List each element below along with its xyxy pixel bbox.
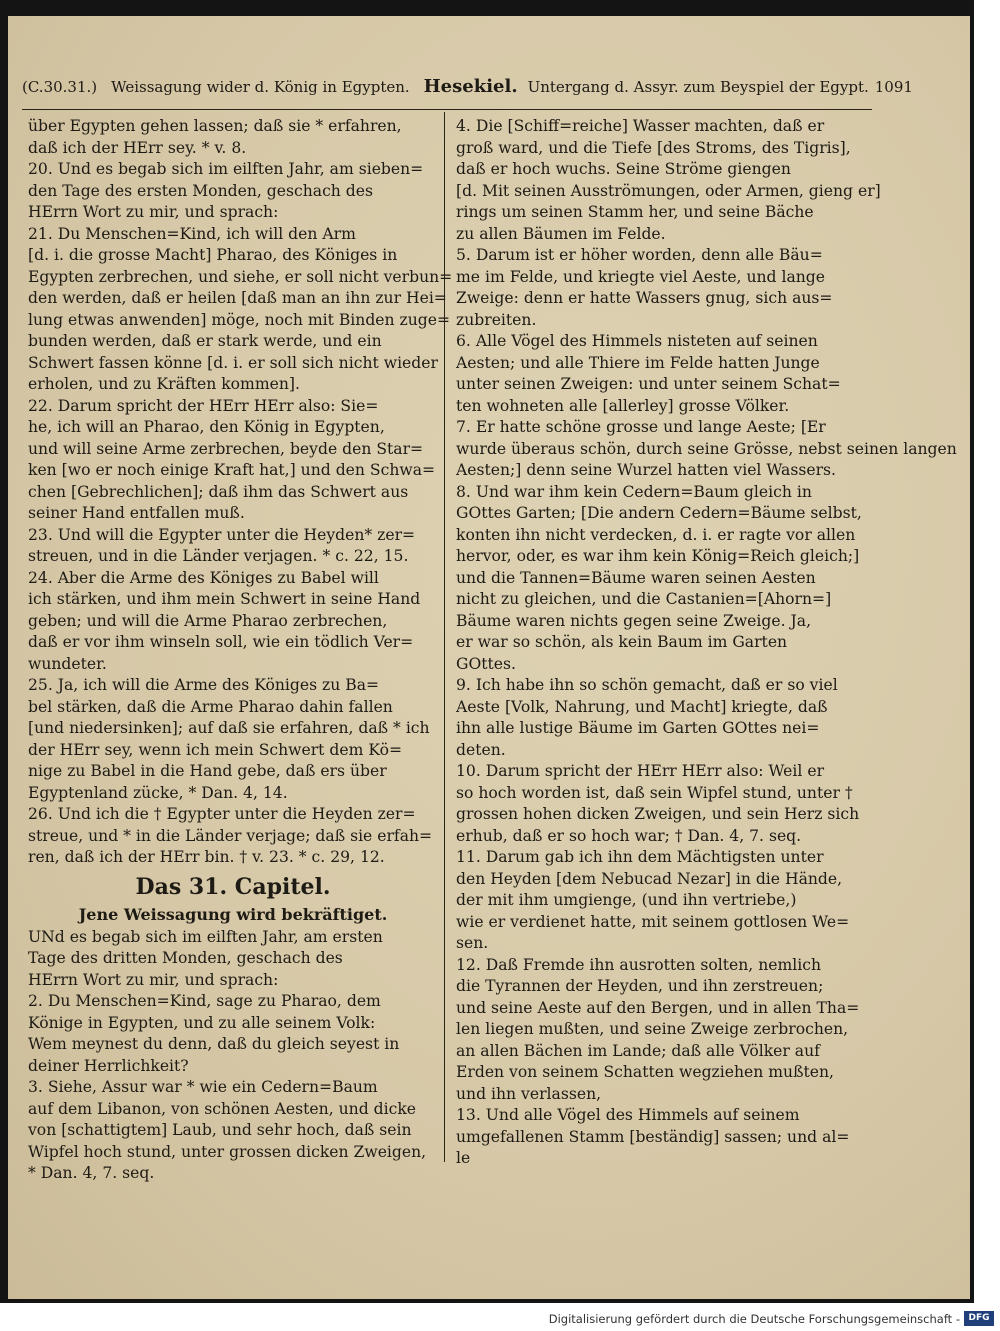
text-line: Bäume waren nichts gegen seine Zweige. Ja, [456, 611, 812, 630]
text-line: Schwert fassen könne [d. i. er soll sich nicht wieder [28, 353, 438, 372]
footer-funding-text: Digitalisierung gefördert durch die Deutsche Forschungsgemeinschaft - [548, 1312, 960, 1326]
text-line: 23. Und will die Egypter unter die Heyden* zer= [28, 525, 416, 544]
text-line: nicht zu gleichen, und die Castanien=[Ahorn=] [456, 590, 832, 608]
text-line: groß ward, und die Tiefe [des Stroms, des Tigris], [456, 138, 851, 157]
text-line: erhub, daß er so hoch war; † Dan. 4, 7. seq. [456, 826, 802, 845]
text-line: Aesten;] denn seine Wurzel hatten viel Wassers. [456, 461, 836, 479]
text-line: erholen, und zu Kräften kommen]. [28, 375, 300, 393]
text-line: von [schattigtem] Laub, und sehr hoch, daß sein [28, 1121, 412, 1139]
text-line: daß er vor ihm winseln soll, wie ein tödlich Ver= [28, 633, 414, 651]
text-line: 22. Darum spricht der HErr HErr also: Sie= [28, 396, 379, 415]
text-line: auf dem Libanon, von schönen Aesten, und dicke [28, 1099, 417, 1118]
text-line: 20. Und es begab sich im eilften Jahr, am sieben= [28, 160, 424, 178]
book-page [8, 16, 970, 1299]
text-line: 12. Daß Fremde ihn ausrotten solten, nemlich [456, 955, 821, 974]
text-line: wundeter. [28, 654, 107, 673]
text-line: Wem meynest du denn, daß du gleich seyest in [28, 1035, 400, 1053]
header-left-title: Weissagung wider d. König in Egypten. [111, 78, 410, 96]
text-line: bel stärken, daß die Arme Pharao dahin fallen [28, 697, 393, 716]
text-line: den Heyden [dem Nebucad Nezar] in die Hände, [456, 869, 843, 888]
text-line: [und niedersinken]; auf daß sie erfahren, daß * ich [28, 719, 430, 737]
text-line: nige zu Babel in die Hand gebe, daß ers über [28, 762, 387, 780]
text-line: er war so schön, als kein Baum im Garten [456, 633, 788, 651]
text-line: HErrn Wort zu mir, und sprach: [28, 203, 279, 221]
text-line: [d. Mit seinen Ausströmungen, oder Armen, gieng er] [456, 181, 881, 200]
text-line: unter seinen Zweigen: und unter seinem Schat= [456, 375, 841, 393]
text-line: und seine Aeste auf den Bergen, und in allen Tha= [456, 998, 860, 1017]
text-line: wie er verdienet hatte, mit seinem gottlosen We= [456, 912, 850, 931]
text-line: streue, und * in die Länder verjage; daß sie erfah= [28, 826, 433, 845]
text-line: 26. Und ich die † Egypter unter die Heyden zer= [28, 805, 416, 823]
text-line: GOttes. [456, 654, 516, 673]
text-line: 8. Und war ihm kein Cedern=Baum gleich in [456, 482, 812, 501]
text-line: ten wohneten alle [allerley] grosse Völker. [456, 396, 790, 415]
text-line: Aeste [Volk, Nahrung, und Macht] kriegte, daß [456, 697, 828, 716]
text-line: ken [wo er noch einige Kraft hat,] und den Schwa= [28, 461, 436, 479]
text-line: ren, daß ich der HErr bin. † v. 23. * c. 29, 12. [28, 848, 385, 866]
header-rule [22, 109, 872, 110]
text-line: * Dan. 4, 7. seq. [28, 1164, 155, 1182]
text-line: Erden von seinem Schatten wegziehen mußten, [456, 1063, 834, 1081]
text-line: me im Felde, und kriegte viel Aeste, und lange [456, 267, 826, 286]
header-right-title: Untergang d. Assyr. zum Beyspiel der Egypt. [527, 78, 869, 96]
text-line: den werden, daß er heilen [daß man an ihn zur Hei= [28, 289, 447, 307]
text-line: konten ihn nicht verdecken, d. i. er ragte vor allen [456, 525, 856, 544]
text-line: sen. [456, 934, 489, 952]
running-header [22, 76, 913, 104]
right-column-lines [456, 116, 957, 1170]
text-line: 3. Siehe, Assur war * wie ein Cedern=Baum [28, 1078, 378, 1096]
text-line: he, ich will an Pharao, den König in Egypten, [28, 418, 385, 436]
text-line: 21. Du Menschen=Kind, ich will den Arm [28, 224, 356, 243]
text-line: 7. Er hatte schöne grosse und lange Aeste; [Er [456, 418, 826, 436]
text-line: seiner Hand entfallen muß. [28, 504, 245, 522]
page-number: 1091 [874, 78, 913, 96]
text-line: 9. Ich habe ihn so schön gemacht, daß er so viel [456, 676, 838, 694]
text-line: geben; und will die Arme Pharao zerbrechen, [28, 611, 388, 630]
footer [0, 1310, 1000, 1328]
text-line: 10. Darum spricht der HErr HErr also: Weil er [456, 762, 825, 780]
text-line: bunden werden, daß er stark werde, und ein [28, 332, 382, 350]
text-line: Egyptenland zücke, * Dan. 4, 14. [28, 783, 288, 802]
text-line: GOttes Garten; [Die andern Cedern=Bäume selbst, [456, 504, 862, 522]
text-line: UNd es begab sich im eilften Jahr, am ersten [28, 927, 383, 946]
dfg-logo: DFG [964, 1311, 994, 1326]
text-line: und die Tannen=Bäume waren seinen Aesten [456, 568, 816, 587]
chapter-summary: Jene Weissagung wird bekräftiget. [78, 904, 388, 924]
text-line: 5. Darum ist er höher worden, denn alle Bäu= [456, 246, 823, 264]
text-line: zubreiten. [456, 310, 537, 329]
text-line: über Egypten gehen lassen; daß sie * erfahren, [28, 117, 402, 135]
text-line: len liegen mußten, und seine Zweige zerbrochen, [456, 1020, 849, 1038]
text-line: chen [Gebrechlichen]; daß ihm das Schwert aus [28, 482, 409, 501]
text-line: so hoch worden ist, daß sein Wipfel stund, unter † [456, 783, 853, 802]
text-line: Tage des dritten Monden, geschach des [28, 949, 343, 967]
text-line: ich stärken, und ihm mein Schwert in seine Hand [28, 590, 421, 608]
text-line: deten. [456, 740, 506, 759]
text-line: Wipfel hoch stund, unter grossen dicken Zweigen, [28, 1142, 427, 1161]
text-line: lung etwas anwenden] möge, noch mit Binden zuge= [28, 310, 451, 329]
text-line: 11. Darum gab ich ihn dem Mächtigsten unter [456, 848, 824, 866]
text-line: [d. i. die grosse Macht] Pharao, des Königes in [28, 246, 398, 264]
text-line: 6. Alle Vögel des Himmels nisteten auf seinen [456, 332, 818, 350]
text-line: der mit ihm umgienge, (und ihn vertriebe,) [456, 891, 797, 909]
text-line: umgefallenen Stamm [beständig] sassen; und al= [456, 1127, 850, 1146]
text-line: 13. Und alle Vögel des Himmels auf seinem [456, 1106, 800, 1124]
text-line: grossen hohen dicken Zweigen, und sein Herz sich [456, 805, 860, 823]
header-chapter-ref: (C.30.31.) [22, 78, 98, 96]
text-line: deiner Herrlichkeit? [28, 1056, 189, 1075]
left-column [28, 116, 453, 1185]
text-line: und will seine Arme zerbrechen, beyde den Star= [28, 439, 424, 458]
text-line: 2. Du Menschen=Kind, sage zu Pharao, dem [28, 992, 381, 1010]
text-line: daß er hoch wuchs. Seine Ströme giengen [456, 160, 791, 178]
text-line: und ihn verlassen, [456, 1084, 602, 1103]
text-line: 24. Aber die Arme des Königes zu Babel will [28, 568, 379, 587]
text-line: ihn alle lustige Bäume im Garten GOttes nei= [456, 719, 820, 737]
text-line: Zweige: denn er hatte Wassers gnug, sich aus= [456, 289, 833, 307]
text-line: HErrn Wort zu mir, und sprach: [28, 970, 279, 989]
left-column-lines-chapter [28, 927, 438, 1185]
text-line: der HErr sey, wenn ich mein Schwert dem Kö= [28, 740, 403, 759]
text-line: den Tage des ersten Monden, geschach des [28, 181, 374, 200]
text-line: die Tyrannen der Heyden, und ihn zerstreuen; [456, 977, 824, 995]
text-line: daß ich der HErr sey. * v. 8. [28, 138, 247, 157]
header-book-title: Hesekiel. [423, 76, 518, 97]
right-column [456, 116, 957, 1170]
text-line: Egypten zerbrechen, und siehe, er soll nicht verbun= [28, 267, 453, 286]
text-line: Könige in Egypten, und zu alle seinem Volk: [28, 1013, 376, 1032]
text-line: 25. Ja, ich will die Arme des Königes zu Ba= [28, 676, 380, 694]
text-line: zu allen Bäumen im Felde. [456, 224, 666, 243]
text-line: Aesten; und alle Thiere im Felde hatten Junge [456, 353, 820, 372]
text-line: wurde überaus schön, durch seine Grösse, nebst seinen langen [456, 439, 957, 458]
chapter-title: Das 31. Capitel. [135, 873, 331, 900]
text-line: hervor, oder, es war ihm kein König=Reich gleich;] [456, 547, 860, 565]
text-line: rings um seinen Stamm her, und seine Bäche [456, 203, 814, 221]
left-column-lines [28, 116, 453, 869]
text-line: streuen, und in die Länder verjagen. * c. 22, 15. [28, 547, 409, 565]
text-line: le [456, 1149, 471, 1167]
text-line: 4. Die [Schiff=reiche] Wasser machten, daß er [456, 117, 825, 135]
text-line: an allen Bächen im Lande; daß alle Völker auf [456, 1041, 820, 1060]
